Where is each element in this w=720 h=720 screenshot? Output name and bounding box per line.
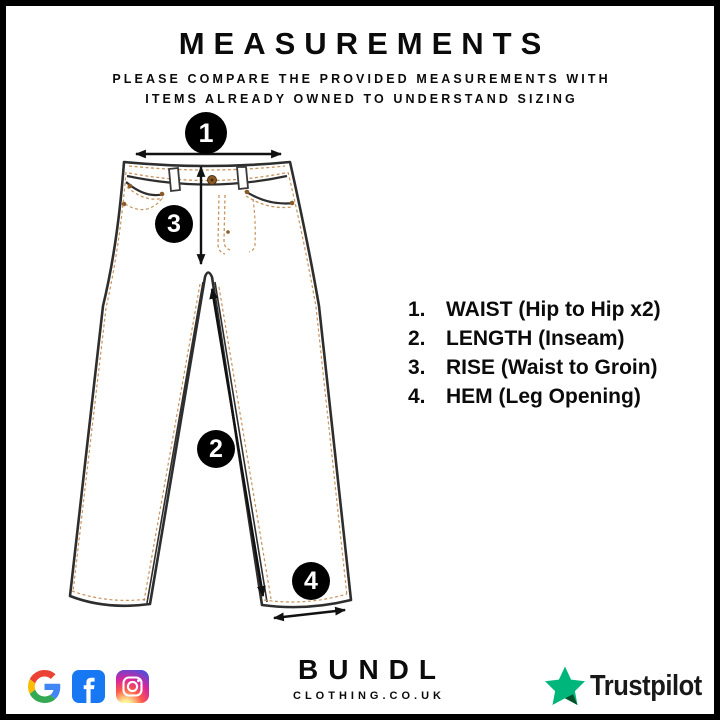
- legend-number: 4.: [408, 385, 426, 408]
- page-title: MEASUREMENTS: [178, 26, 551, 61]
- belt-loop: [237, 167, 248, 189]
- marker-number: 1: [198, 117, 214, 148]
- subtitle-line-2: ITEMS ALREADY OWNED TO UNDERSTAND SIZING: [145, 92, 578, 106]
- trustpilot-logo: [544, 665, 717, 707]
- brand-domain: CLOTHING.CO.UK: [293, 690, 445, 702]
- legend-number: 3.: [408, 356, 426, 379]
- legend-label: LENGTH (Inseam): [446, 327, 625, 350]
- marker-number: 2: [209, 434, 223, 463]
- facebook-icon: [72, 670, 105, 703]
- trustpilot-wordmark: Trustpilot: [590, 669, 702, 702]
- brand-name: BUNDL: [298, 654, 446, 685]
- social-icons: [28, 670, 149, 703]
- subtitle-line-1: PLEASE COMPARE THE PROVIDED MEASUREMENTS WITH: [112, 72, 611, 86]
- rivet: [160, 192, 165, 197]
- belt-loop: [169, 168, 180, 191]
- marker-waist: [185, 112, 227, 154]
- instagram-icon: [116, 670, 149, 703]
- hem-arrow: [274, 610, 345, 618]
- brand-logo: [266, 654, 468, 702]
- trustpilot-star-icon: [544, 665, 586, 707]
- legend-item-waist: [408, 295, 661, 324]
- legend-number: 2.: [408, 327, 426, 350]
- legend-label: HEM (Leg Opening): [446, 385, 641, 408]
- legend-number: 1.: [408, 298, 426, 321]
- google-icon: [28, 670, 61, 703]
- rivet: [290, 201, 295, 206]
- legend-item-hem: [408, 382, 661, 411]
- legend-label: RISE (Waist to Groin): [446, 356, 658, 379]
- legend-item-rise: [408, 353, 661, 382]
- marker-number: 3: [167, 209, 181, 238]
- marker-number: 4: [304, 566, 318, 595]
- rivet: [245, 190, 250, 195]
- rivet: [128, 184, 133, 189]
- legend-label: WAIST (Hip to Hip x2): [446, 298, 661, 321]
- marker-rise: [155, 205, 193, 243]
- legend-item-length: [408, 324, 661, 353]
- marker-hem: [292, 562, 330, 600]
- measurement-legend: [408, 295, 661, 411]
- jeans-silhouette: [70, 162, 351, 607]
- marker-length: [197, 430, 235, 468]
